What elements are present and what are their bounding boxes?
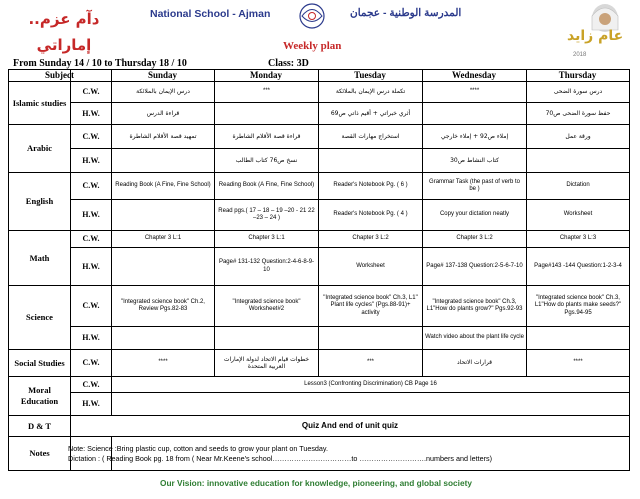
school-name-en: National School - Ajman bbox=[150, 8, 271, 20]
notes-line-science: Note: Science :Bring plastic cup, cotton and seeds to grow your plant on Tuesday. bbox=[68, 444, 328, 453]
arabic-cw-sun: تمهيد قصة الأقلام الشاطرة bbox=[129, 132, 197, 140]
arabic-cw-mon: قراءة قصة الأقلام الشاطرة bbox=[232, 132, 301, 140]
subject-science: Science bbox=[26, 312, 53, 323]
subject-notes: Notes bbox=[29, 448, 50, 459]
math-cw-tue: Chapter 3 L:2 bbox=[352, 235, 389, 242]
islamic-hw-tue: أثري خبراتي + أقيم ذاتي ص69 bbox=[330, 109, 411, 117]
english-hw-wed: Copy your dictation neatly bbox=[439, 211, 510, 218]
english-cw-mon: Reading Book (A Fine, Fine School) bbox=[218, 182, 315, 189]
year-of-zayed-logo bbox=[565, 2, 635, 64]
english-hw-mon: Read pgs.( 17 – 18 – 19 –20 - 21 22 –23 – 24 ) bbox=[218, 207, 315, 221]
class-label: Class: 3D bbox=[268, 58, 309, 69]
science-cw-wed: "Integrated science book" Ch.3, L1"How do plants grow?" Pgs.92-93 bbox=[426, 298, 523, 312]
math-hw-thu: Page#143 -144 Question:1-2-3-4 bbox=[534, 262, 622, 269]
science-cw-label: C.W. bbox=[82, 301, 100, 310]
notes-line-dictation: Dictation : ( Reading Book pg. 18 from ( Near Mr.Keene's school……………………………to ……………………….numbers and letters) bbox=[68, 453, 492, 463]
islamic-cw-label: C.W. bbox=[82, 87, 100, 96]
arabic-hw-wed: كتاب النشاط ص30 bbox=[450, 156, 499, 164]
header-wednesday: Wednesday bbox=[451, 69, 496, 80]
math-cw-wed: Chapter 3 L:2 bbox=[456, 235, 493, 242]
math-cw-mon: Chapter 3 L:1 bbox=[248, 235, 285, 242]
math-hw-mon: Page# 131-132 Question:2-4-6-8-9-10 bbox=[218, 259, 315, 273]
slogan-logo: دآم عزم.. إماراتي bbox=[28, 10, 100, 54]
uae-emblem-icon bbox=[292, 1, 332, 31]
year-of-zayed-text: عام زايد bbox=[567, 28, 624, 44]
subject-islamic: Islamic studies bbox=[12, 97, 67, 108]
subject-arabic: Arabic bbox=[26, 143, 53, 154]
year-of-zayed-year: 2018 bbox=[573, 52, 587, 58]
vision-statement: Our Vision: innovative education for knowledge, pioneering, and global society bbox=[160, 478, 472, 488]
english-cw-wed: Grammar Task (the past of verb to be ) bbox=[429, 178, 520, 192]
islamic-hw-thu: حفظ سورة الضحى ص70 bbox=[545, 109, 611, 117]
subject-math: Math bbox=[29, 252, 50, 263]
islamic-hw-sun: قراءة الدرس bbox=[146, 109, 180, 117]
islamic-cw-thu: درس سورة الضحى bbox=[553, 88, 603, 96]
plan-title: Weekly plan bbox=[283, 40, 342, 52]
math-cw-label: C.W. bbox=[82, 234, 100, 243]
date-range: From Sunday 14 / 10 to Thursday 18 / 10 bbox=[13, 58, 187, 69]
header-monday: Monday bbox=[249, 69, 282, 80]
arabic-cw-wed: إملاء ص92 + إملاء خارجي bbox=[440, 132, 509, 140]
english-hw-thu: Worksheet bbox=[563, 211, 593, 218]
science-cw-tue: "Integrated science book" Ch.3, L1" Plant life cycles" (Pgs.88-91)+ activity bbox=[323, 294, 418, 316]
math-hw-label: H.W. bbox=[82, 261, 100, 271]
social-cw-mon: خطوات قيام الاتحاد لدولة الإمارات العربية المتحدة bbox=[223, 355, 310, 370]
arabic-cw-tue: استخراج مهارات القصة bbox=[341, 132, 400, 140]
social-cw-wed: قرارات الاتحاد bbox=[456, 359, 493, 367]
header-tuesday: Tuesday bbox=[354, 69, 386, 80]
islamic-cw-wed: **** bbox=[469, 88, 480, 95]
arabic-hw-mon: نسخ ص76 كتاب الطالب bbox=[235, 156, 298, 164]
arabic-hw-label: H.W. bbox=[82, 155, 100, 165]
subject-english: English bbox=[25, 196, 54, 207]
social-cw-sun: **** bbox=[158, 359, 168, 366]
subject-social: Social Studies bbox=[14, 357, 65, 368]
math-cw-thu: Chapter 3 L:3 bbox=[559, 235, 597, 242]
islamic-cw-sun: درس الإيمان بالملائكة bbox=[136, 88, 190, 96]
social-cw-tue: *** bbox=[366, 359, 374, 366]
header-thursday: Thursday bbox=[558, 69, 597, 80]
english-cw-label: C.W. bbox=[82, 181, 100, 190]
moral-cw: Lesson3 (Confronting Discrimination) CB Page 16 bbox=[304, 380, 437, 387]
english-hw-label: H.W. bbox=[82, 210, 100, 219]
science-cw-thu: "Integrated science book" Ch.3, L1"How do plants make seeds?" Pgs.94-95 bbox=[534, 294, 622, 316]
english-cw-tue: Reader's Notebook Pg. ( 6 ) bbox=[333, 182, 408, 189]
header-subject: Subject bbox=[45, 69, 74, 80]
moral-hw-label: H.W. bbox=[82, 399, 100, 408]
islamic-hw-label: H.W. bbox=[82, 108, 100, 118]
social-cw-label: C.W. bbox=[82, 358, 100, 367]
header-sunday: Sunday bbox=[147, 69, 178, 80]
science-cw-mon: "Integrated science book" Worksheet#2 bbox=[232, 298, 301, 312]
math-cw-sun: Chapter 3 L:1 bbox=[144, 235, 182, 242]
arabic-cw-label: C.W. bbox=[82, 131, 100, 141]
english-hw-tue: Reader's Notebook Pg. ( 4 ) bbox=[333, 211, 408, 218]
social-cw-thu: **** bbox=[573, 359, 583, 366]
arabic-cw-thu: ورقة عمل bbox=[565, 132, 591, 140]
school-name-ar: المدرسة الوطنية - عجمان bbox=[350, 7, 462, 19]
weekly-plan-table bbox=[8, 69, 630, 471]
moral-cw-label: C.W. bbox=[82, 379, 100, 389]
math-hw-wed: Page# 137-138 Question:2-5-6-7-10 bbox=[426, 262, 523, 269]
notes-content bbox=[68, 444, 628, 463]
science-hw-wed: Watch video about the plant life cycle bbox=[425, 334, 524, 341]
english-cw-sun: Reading Book (A Fine, Fine School) bbox=[115, 182, 211, 189]
english-cw-thu: Dictation bbox=[566, 182, 590, 189]
islamic-cw-mon: *** bbox=[262, 88, 270, 95]
science-hw-label: H.W. bbox=[82, 333, 100, 342]
math-hw-tue: Worksheet bbox=[356, 262, 385, 269]
dt-content: Quiz And end of unit quiz bbox=[301, 421, 399, 430]
subject-moral: Moral Education bbox=[20, 385, 59, 406]
science-cw-sun: "Integrated science book" Ch.2, Review Pgs.82-83 bbox=[121, 298, 205, 312]
subject-dt: D & T bbox=[28, 420, 51, 431]
islamic-cw-tue: تكملة درس الإيمان بالملائكة bbox=[335, 88, 406, 96]
